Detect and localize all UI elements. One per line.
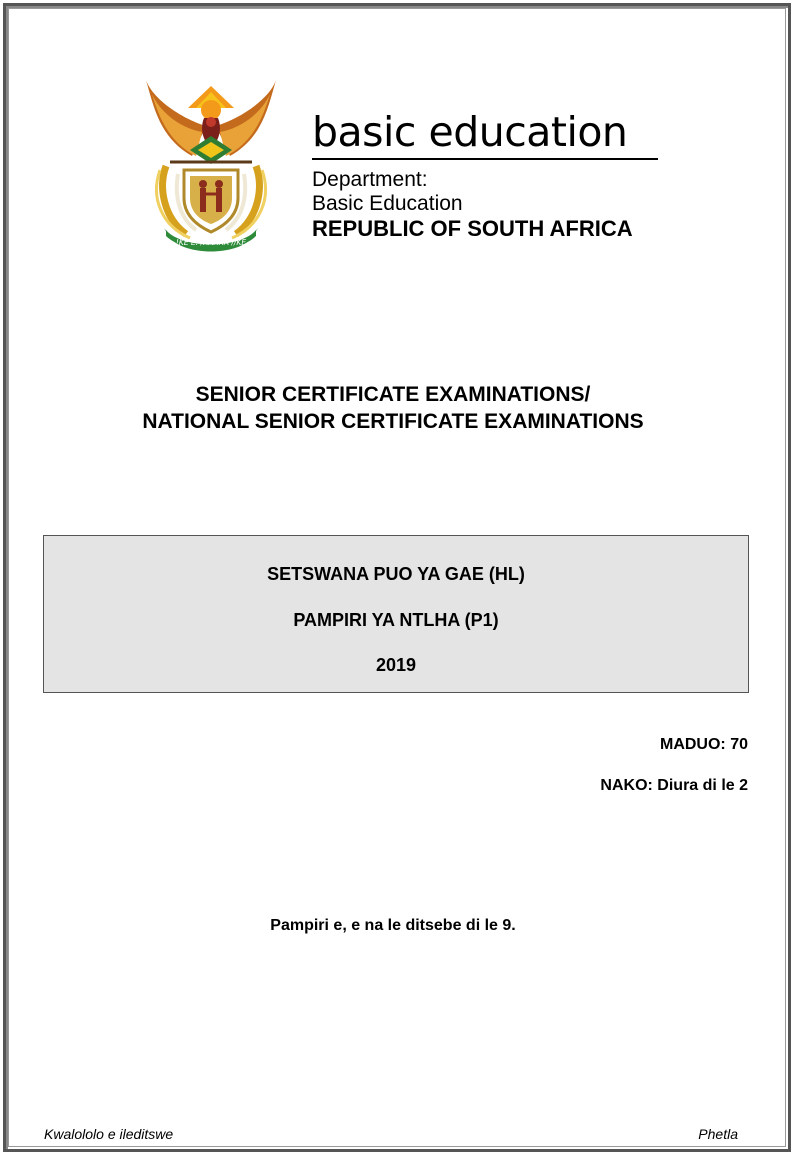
sun-icon [188,86,234,120]
exam-year: 2019 [375,655,417,675]
department-label: Department: [312,168,428,191]
subject-name: SETSWANA PUO YA GAE (HL) [267,564,525,584]
department-name: Basic Education [312,192,463,215]
copyright-footer: Kwalololo e ileditswe [44,1126,174,1142]
subject-box [43,535,749,693]
time-label: NAKO: Diura di le 2 [600,777,748,794]
paper-number: PAMPIRI YA NTLHA (P1) [293,610,499,630]
brand-divider [312,158,658,160]
turn-over-footer: Phetla [698,1126,738,1142]
brand-title: basic education [312,108,628,156]
country-name: REPUBLIC OF SOUTH AFRICA [312,216,633,241]
exam-heading [0,381,786,435]
exam-heading-line-2: NATIONAL SENIOR CERTIFICATE EXAMINATIONS [142,410,644,433]
crest-motto: !KE E: /XARRA //KE [175,238,247,247]
marks-label: MADUO: 70 [659,736,748,753]
exam-heading-line-1: SENIOR CERTIFICATE EXAMINATIONS/ [195,383,591,406]
page-count-note: Pampiri e, e na le ditsebe di le 9. [270,917,516,934]
department-branding [312,108,662,242]
coat-of-arms-icon [140,78,282,253]
